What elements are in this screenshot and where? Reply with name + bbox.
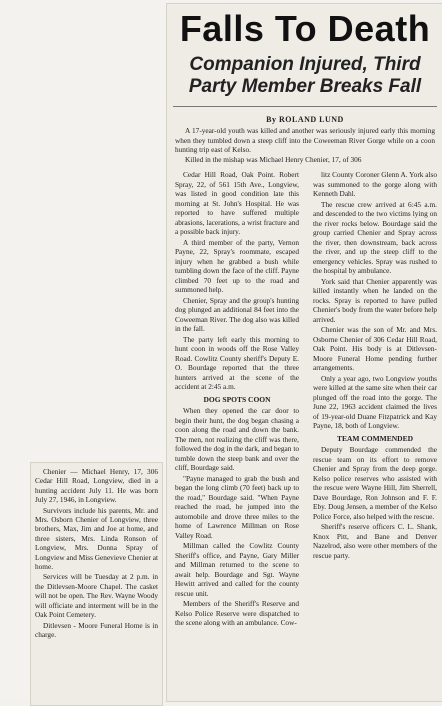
body-paragraph: A third member of the party, Vernon Payne, 22, Spray's roommate, escaped injury when he grabbed a bush while tumbling down the face of the cliff. Payne climbed 70 feet up to the road and summoned help.	[175, 237, 299, 294]
body-paragraph: Chenier was the son of Mr. and Mrs. Osborne Chenier of 306 Cedar Hill Road, Oak Point. His body is at Ditlevsen-Moore Funeral Home pending further arrangements.	[313, 325, 437, 372]
obituary-paragraph: Survivors include his parents, Mr. and Mrs. Osborn Chenier of Longview, three brothers, Max, Jim and Joe at home, and three sisters, Mrs. Linda Ronson of Longview, Mrs. Donna Spray of Longview and Miss Genevieve Chenier at home.	[35, 505, 158, 572]
body-paragraph: The party left early this morning to hunt coon in woods off the Rose Valley Road. Cowlitz County sheriff's Deputy E. O. Bourdage reported that the three hunters arrived at the scene of the accident at 2:45 a.m.	[175, 334, 299, 391]
body-paragraph: When they opened the car door to begin their hunt, the dog began chasing a coon along the road and down the bank. The men, not realizing the cliff was there, followed the dog in the dark, and began to tumble down the steep bank and over the cliff, Bourdage said.	[175, 406, 299, 472]
headline: Falls To Death	[179, 8, 431, 49]
article-columns	[175, 170, 437, 698]
divider	[173, 106, 437, 107]
body-paragraph: Deputy Bourdage commended the rescue team on its effort to remove Chenier and Spray from the deep gorge. Kelso police reserves who assisted with the rescue were Wayne Hill, Jim Sherrell, Dave Bourdage, Ron Johnson and F. F. Eby. Doug Jensen, a member of the Kelso Police Force, also helped with the rescue.	[313, 445, 437, 521]
body-paragraph: York said that Chenier apparently was killed instantly when he landed on the rocks. Spray is reported to have pulled Chenier's body from the water before help arrived.	[313, 276, 437, 324]
byline: By ROLAND LUND	[266, 115, 344, 124]
obituary-paragraph: Ditlevsen - Moore Funeral Home is in charge.	[35, 620, 158, 639]
subheadline: Companion Injured, Third Party Member Breaks Fall	[188, 54, 422, 97]
body-paragraph: Chenier, Spray and the group's hunting dog plunged an additional 84 feet into the Coweeman River. The dog also was killed in the fall.	[175, 295, 299, 333]
section-subhead: DOG SPOTS COON	[203, 394, 271, 404]
body-paragraph: The rescue crew arrived at 6:45 a.m. and descended to the two victims lying on the river rocks below. Bourdage said the group carried Chenier and Spray across the river, then downstream, back across the river, and up the steep cliff to the emergency vehicles. Spray was rushed to the hospital by ambulance.	[313, 199, 437, 275]
article-column-right	[313, 170, 437, 698]
obituary-paragraph: Services will be Tuesday at 2 p.m. in the Ditlevsen-Moore Chapel. The casket will not be open. The Rev. Wayne Woody will officiate and interment will be in the Oak Point Cemetery.	[35, 572, 158, 620]
lede-paragraph: A 17-year-old youth was killed and another was seriously injured early this morning when they tumbled down a steep cliff into the Coweeman River Gorge while on a coon hunting trip east of Kelso.	[175, 126, 435, 155]
body-paragraph: Sheriff's reserve officers C. L. Shank, Knox Pitt, and Bane and Denver Nazelrod, also were other members of the rescue party.	[313, 522, 437, 560]
obituary-paragraph: Chenier — Michael Henry, 17, 306 Cedar Hill Road, Longview, died in a hunting accident July 11. He was born July 27, 1946, in Longview.	[35, 467, 158, 505]
body-paragraph: Cedar Hill Road, Oak Point. Robert Spray, 22, of 561 15th Ave., Longview, was listed in good condition late this morning at St. John's Hospital. He was reported to have suffered multiple abrasions, lacerations, a wrist fracture and a possible back injury.	[175, 170, 299, 236]
section-subhead: TEAM COMMENDED	[336, 433, 414, 443]
body-paragraph: litz County Coroner Glenn A. York also was summoned to the gorge along with Kenneth Dahl.	[313, 170, 437, 198]
body-paragraph: "Payne managed to grab the bush and began the long climb (70 feet) back up to the road," Bourdage said. "When Payne reached the road, he jumped into the automobile and drove three miles to the home of Lawrence Millman on Rose Valley Road.	[175, 473, 299, 540]
obituary-clipping	[30, 462, 163, 706]
body-paragraph: Millman called the Cowlitz County Sheriff's office, and Payne, Gary Miller and Millman returned to the scene to await help. Bourdage and Sgt. Wayne Hewitt arrived and called for the county rescue unit.	[175, 541, 299, 598]
lede-paragraph: Killed in the mishap was Michael Henry Chenier, 17, of 306	[185, 154, 362, 164]
article-column-left	[175, 170, 299, 698]
body-paragraph: Members of the Sheriff's Reserve and Kelso Police Reserve were dispatched to the scene along with an ambulance. Cow-	[175, 599, 299, 627]
body-paragraph: Only a year ago, two Longview youths were killed at the same site when their car plunged off the road into the gorge. The June 22, 1963 accident claimed the lives of 19-year-old Duane Fitzpatrick and Kay Payne, 18, both of Longview.	[313, 373, 437, 430]
news-clipping	[166, 3, 442, 702]
